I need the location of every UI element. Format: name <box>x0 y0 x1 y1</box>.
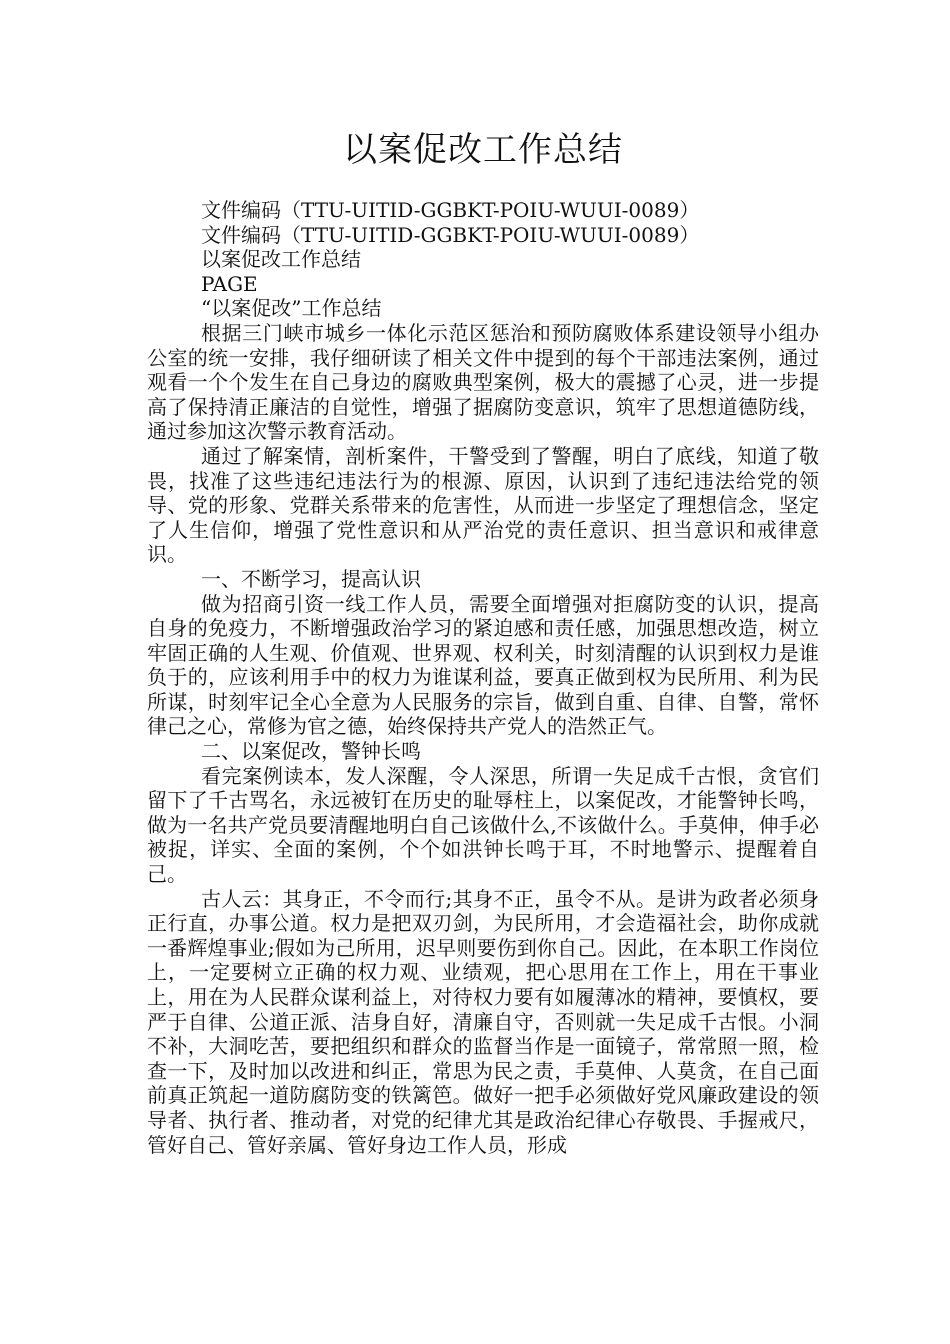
section-title-line: “以案促改”工作总结 <box>201 296 382 321</box>
paragraph: 古人云：其身正，不令而行;其身不正，虽令不从。是讲为政者必须身正行直，办事公道。权力是把双刃剑，为民所用，才会造福社会，助你成就一番辉煌事业;假如为己所用，迟早则要伤到你自己。因此，在本职工作岗位上，一定要树立正确的权力观、业绩观，把心思用在工作上，用在干事业上，用在为人民群众谋利益上，对待权力要有如履薄冰的精神，要慎权，要严于自律、公道正派、洁身自好，清廉自守，否则就一失足成千古恨。小洞不补，大洞吃苦，要把组织和群众的监督当作是一面镜子，常常照一照，检查一下，及时加以改进和纠正，常思为民之责，手莫伸、人莫贪，在自己面前真正筑起一道防腐防变的铁篱笆。做好一把手必须做好党风廉政建设的领导者、执行者、推动者，对党的纪律尤其是政治纪律心存敬畏、手握戒尺，管好自己、管好亲属、管好身边工作人员，形成 <box>147 886 819 1157</box>
paragraph: 做为招商引资一线工作人员，需要全面增强对拒腐防变的认识，提高自身的免疫力，不断增强政治学习的紧迫感和责任感，加强思想改造，树立牢固正确的人生观、价值观、世界观、权利关，时刻清醒的认识到权力是谁负于的，应该利用手中的权力为谁谋利益，要真正做到权为民所用、利为民所谋，时刻牢记全心全意为人民服务的宗旨，做到自重、自律、自警，常怀律己之心，常修为官之德，始终保持共产党人的浩然正气。 <box>147 591 819 739</box>
document-page <box>147 0 819 1157</box>
section-heading: 二、以案促改，警钟长鸣 <box>201 739 421 764</box>
document-title: 以案促改工作总结 <box>343 130 623 170</box>
paragraph: 通过了解案情，剖析案件，干警受到了警醒，明白了底线，知道了敬畏，找准了这些违纪违法行为的根源、原因，认识到了违纪违法给党的领导、党的形象、党群关系带来的危害性，从而进一步坚定了理想信念，坚定了人生信仰，增强了党性意识和从严治党的责任意识、担当意识和戒律意识。 <box>147 443 819 567</box>
subtitle-line: 以案促改工作总结 <box>201 247 361 272</box>
page-field-line: PAGE <box>201 271 258 296</box>
file-code-line: 文件编码（TTU-UITID-GGBKT-POIU-WUUI-0089） <box>201 198 700 222</box>
file-code-line: 文件编码（TTU-UITID-GGBKT-POIU-WUUI-0089） <box>201 222 700 247</box>
document-body <box>147 198 819 1157</box>
paragraph: 看完案例读本，发人深醒，令人深思，所谓一失足成千古恨，贪官们留下了千古骂名，永远被钉在历史的耻辱柱上，以案促改，才能警钟长鸣，做为一名共产党员要清醒地明白自己该做什么,不该做什么。手莫伸，伸手必被捉，详实、全面的案例，个个如洪钟长鸣于耳，不时地警示、提醒着自己。 <box>147 763 819 887</box>
section-heading: 一、不断学习，提高认识 <box>201 566 421 591</box>
paragraph: 根据三门峡市城乡一体化示范区惩治和预防腐败体系建设领导小组办公室的统一安排，我仔细研读了相关文件中提到的每个干部违法案例，通过观看一个个发生在自己身边的腐败典型案例，极大的震撼了心灵，进一步提高了保持清正廉洁的自觉性，增强了据腐防变意识，筑牢了思想道德防线，通过参加这次警示教育活动。 <box>147 320 819 444</box>
